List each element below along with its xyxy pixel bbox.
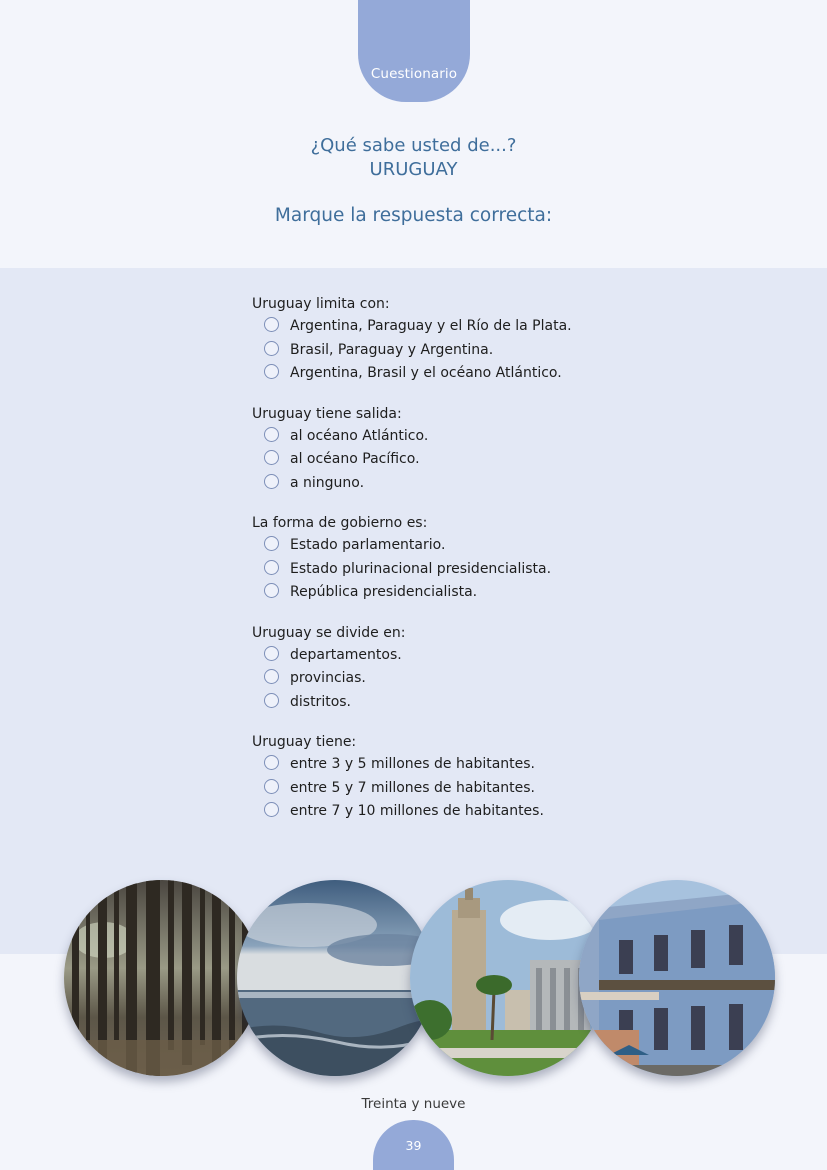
page-title: ¿Qué sabe usted de...? bbox=[310, 135, 517, 156]
page-subtitle: URUGUAY bbox=[369, 159, 458, 180]
answer-option[interactable] bbox=[252, 581, 812, 605]
option-label: departamentos. bbox=[290, 646, 402, 663]
instruction-text: Marque la respuesta correcta: bbox=[274, 205, 553, 226]
option-label: provincias. bbox=[290, 670, 366, 686]
option-label: Estado plurinacional presidencialista. bbox=[290, 560, 552, 577]
option-label: Estado parlamentario. bbox=[290, 537, 446, 553]
question-4 bbox=[252, 622, 812, 715]
question-text: La forma de gobierno es: bbox=[252, 515, 428, 531]
option-label: entre 7 y 10 millones de habitantes. bbox=[290, 803, 544, 819]
answer-option[interactable] bbox=[252, 667, 812, 691]
forest-photo bbox=[64, 880, 260, 1076]
radio-button[interactable] bbox=[264, 802, 279, 817]
answer-option[interactable] bbox=[252, 691, 812, 715]
radio-button[interactable] bbox=[264, 450, 279, 465]
radio-button[interactable] bbox=[264, 341, 279, 356]
option-label: entre 5 y 7 millones de habitantes. bbox=[290, 779, 536, 796]
radio-button[interactable] bbox=[264, 317, 279, 332]
option-label: a ninguno. bbox=[290, 474, 365, 491]
answer-option[interactable] bbox=[252, 425, 812, 449]
radio-button[interactable] bbox=[264, 646, 279, 661]
answer-option[interactable] bbox=[252, 558, 812, 582]
option-label: Brasil, Paraguay y Argentina. bbox=[290, 341, 494, 358]
radio-button[interactable] bbox=[264, 536, 279, 551]
radio-button[interactable] bbox=[264, 755, 279, 770]
option-label: entre 3 y 5 millones de habitantes. bbox=[290, 756, 536, 772]
option-label: al océano Pacífico. bbox=[290, 451, 420, 467]
option-label: Argentina, Brasil y el océano Atlántico. bbox=[290, 365, 562, 381]
radio-button[interactable] bbox=[264, 474, 279, 489]
question-2 bbox=[252, 403, 812, 496]
question-3 bbox=[252, 512, 812, 605]
seascape-photo bbox=[237, 880, 433, 1076]
radio-button[interactable] bbox=[264, 364, 279, 379]
section-tab bbox=[358, 0, 470, 102]
radio-button[interactable] bbox=[264, 693, 279, 708]
page-word-label: Treinta y nueve bbox=[361, 1096, 466, 1112]
radio-button[interactable] bbox=[264, 560, 279, 575]
question-text: Uruguay tiene: bbox=[252, 734, 357, 750]
question-5 bbox=[252, 731, 812, 824]
option-label: Argentina, Paraguay y el Río de la Plata. bbox=[290, 318, 572, 334]
question-text: Uruguay limita con: bbox=[252, 296, 390, 312]
option-label: República presidencialista. bbox=[290, 584, 478, 600]
question-text: Uruguay tiene salida: bbox=[252, 405, 402, 422]
page-number: 39 bbox=[405, 1138, 422, 1153]
quiz bbox=[252, 293, 812, 841]
colonial-street-photo bbox=[579, 880, 775, 1076]
answer-option[interactable] bbox=[252, 339, 812, 363]
question-1 bbox=[252, 293, 812, 386]
plaza-photo bbox=[410, 880, 606, 1076]
radio-button[interactable] bbox=[264, 583, 279, 598]
page-number-tab bbox=[373, 1120, 454, 1170]
answer-option[interactable] bbox=[252, 448, 812, 472]
radio-button[interactable] bbox=[264, 779, 279, 794]
option-label: al océano Atlántico. bbox=[290, 427, 429, 444]
radio-button[interactable] bbox=[264, 427, 279, 442]
answer-option[interactable] bbox=[252, 644, 812, 668]
answer-option[interactable] bbox=[252, 472, 812, 496]
answer-option[interactable] bbox=[252, 534, 812, 558]
option-label: distritos. bbox=[290, 693, 352, 710]
radio-button[interactable] bbox=[264, 669, 279, 684]
photo-strip bbox=[0, 880, 827, 1080]
answer-option[interactable] bbox=[252, 753, 812, 777]
answer-option[interactable] bbox=[252, 362, 812, 386]
answer-option[interactable] bbox=[252, 800, 812, 824]
answer-option[interactable] bbox=[252, 315, 812, 339]
answer-option[interactable] bbox=[252, 777, 812, 801]
section-tab-label: Cuestionario bbox=[370, 66, 458, 82]
question-text: Uruguay se divide en: bbox=[252, 624, 406, 641]
